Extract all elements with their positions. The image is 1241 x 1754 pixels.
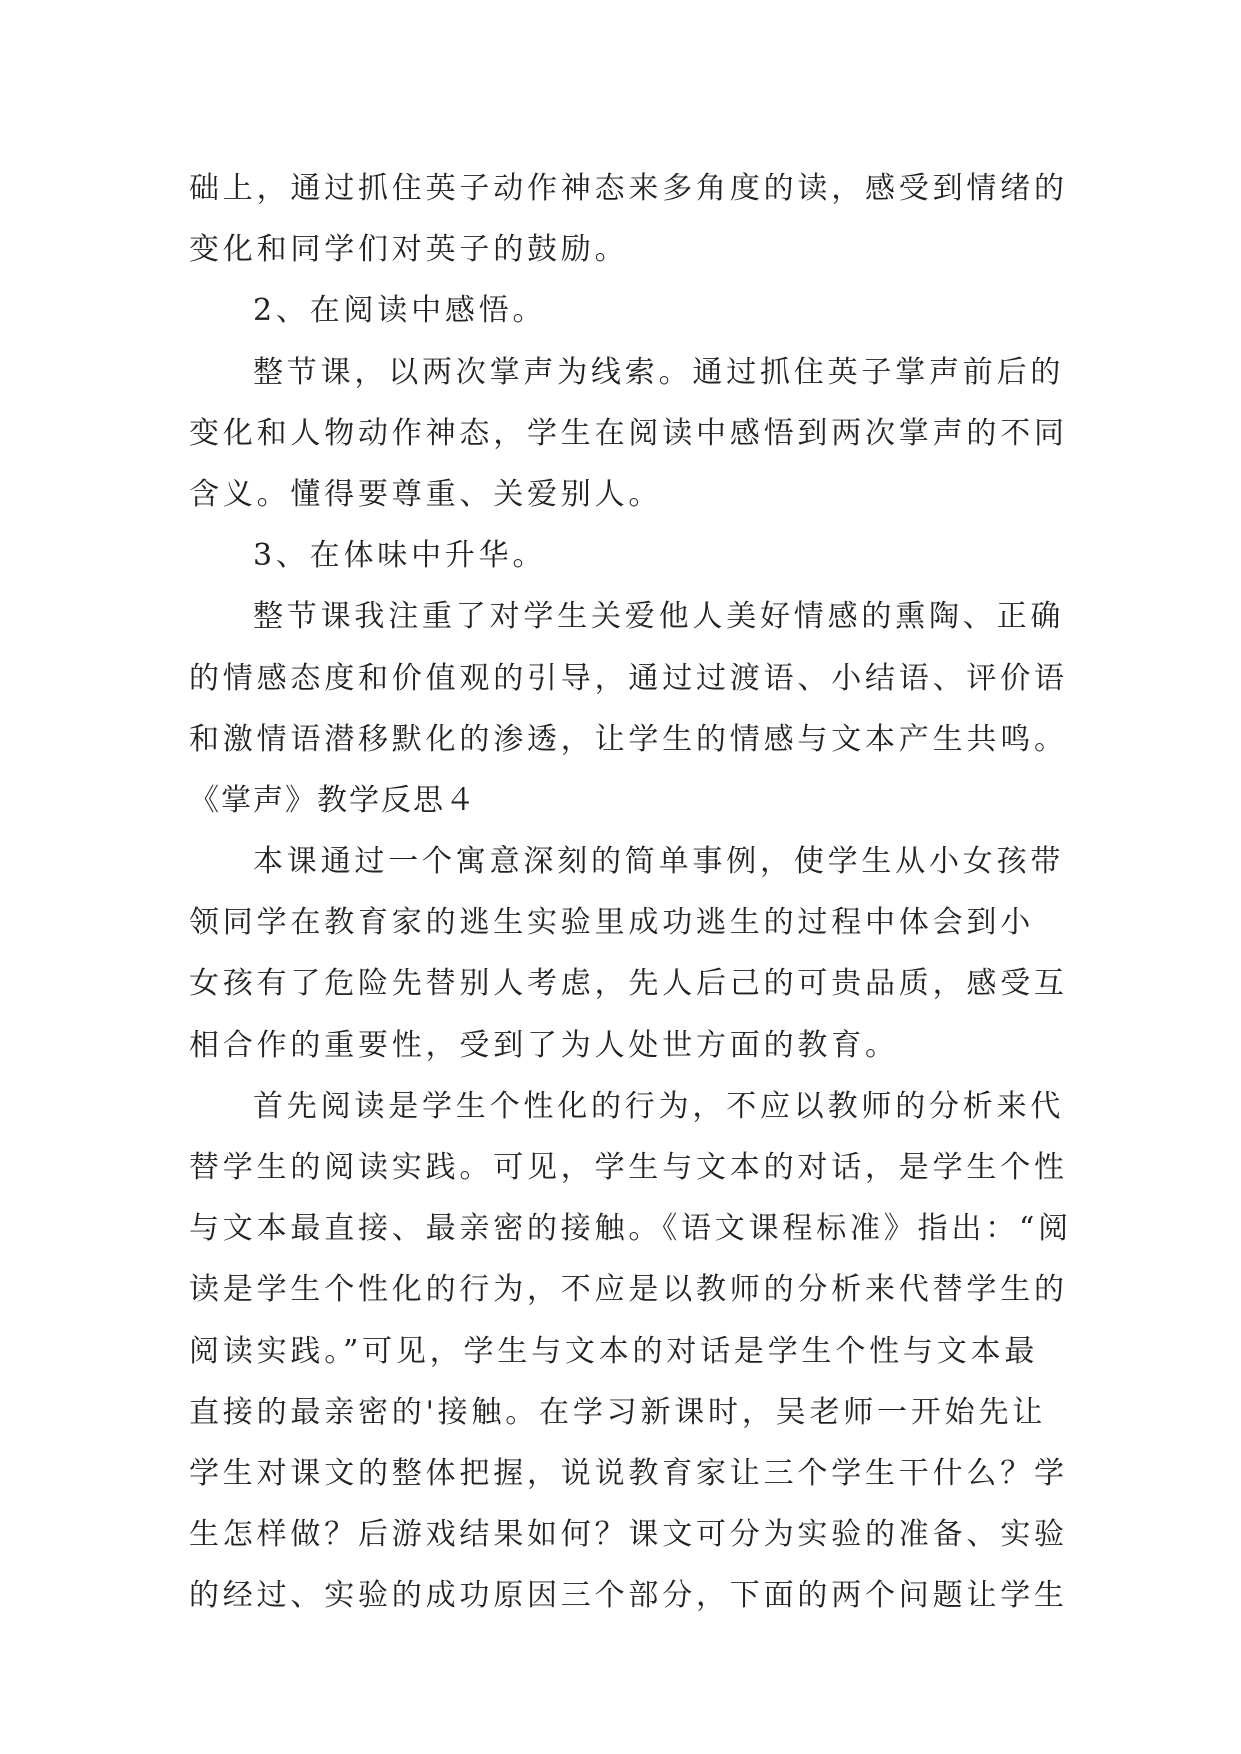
- text-line: 相合作的重要性，受到了为人处世方面的教育。: [189, 1027, 899, 1063]
- text-line: 女孩有了危险先替别人考虑，先人后己的可贵品质，感受互: [189, 966, 1068, 1002]
- text-line: 替学生的阅读实践。可见，学生与文本的对话，是学生个性: [189, 1150, 1068, 1185]
- text-line: 3、在体味中升华。: [253, 538, 547, 574]
- section-heading: 《掌声》教学反思４: [189, 782, 477, 818]
- text-line: 的情感态度和价值观的引导，通过过渡语、小结语、评价语: [189, 660, 1068, 696]
- text-line: 含义。懂得要尊重、关爱别人。: [189, 476, 663, 512]
- text-line: 本课通过一个寓意深刻的简单事例，使学生从小女孩带: [253, 844, 1065, 880]
- text-line: 的经过、实验的成功原因三个部分，下面的两个问题让学生: [189, 1578, 1068, 1614]
- text-line: 生怎样做？后游戏结果如何？课文可分为实验的准备、实验: [189, 1517, 1068, 1553]
- text-line: 变化和人物动作神态，学生在阅读中感悟到两次掌声的不同: [189, 415, 1068, 451]
- text-line: 变化和同学们对英子的鼓励。: [189, 232, 629, 268]
- text-line: 础上，通过抓住英子动作神态来多角度的读，感受到情绪的: [189, 171, 1068, 206]
- text-line: 整节课，以两次掌声为线索。通过抓住英子掌声前后的: [253, 354, 1065, 390]
- text-line: 阅读实践。”可见，学生与文本的对话是学生个性与文本最: [189, 1333, 1039, 1369]
- text-line: 读是学生个性化的行为，不应是以教师的分析来代替学生的: [189, 1272, 1068, 1308]
- text-line: 直接的最亲密的'接触。在学习新课时，吴老师一开始先让: [189, 1394, 1047, 1430]
- document-body: [189, 158, 1072, 1627]
- text-line: 学生对课文的整体把握，说说教育家让三个学生干什么？学: [189, 1455, 1068, 1491]
- text-line: 领同学在教育家的逃生实验里成功逃生的过程中体会到小: [189, 905, 1034, 941]
- text-line: 首先阅读是学生个性化的行为，不应以教师的分析来代: [253, 1088, 1065, 1124]
- text-line: 与文本最直接、最亲密的接触。《语文课程标准》指出：“阅: [189, 1211, 1072, 1247]
- text-line: 整节课我注重了对学生关爱他人美好情感的熏陶、正确: [253, 599, 1065, 635]
- text-line: 2、在阅读中感悟。: [253, 293, 547, 329]
- text-line: 和激情语潜移默化的渗透，让学生的情感与文本产生共鸣。: [189, 721, 1068, 757]
